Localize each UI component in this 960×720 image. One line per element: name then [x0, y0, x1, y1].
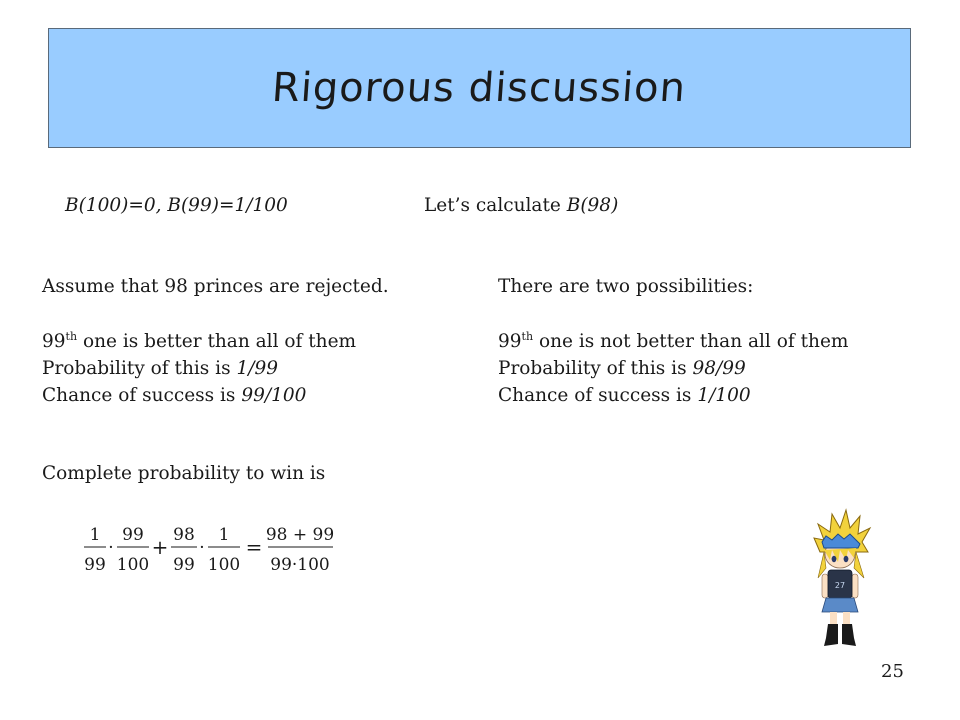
complete-text: Complete probability to win is	[42, 463, 326, 484]
right-case-num: 99	[498, 331, 522, 352]
right-prob-line	[498, 355, 848, 382]
dot-2: ·	[199, 538, 205, 558]
right-case-block	[498, 328, 848, 409]
princess-character-icon	[810, 508, 874, 650]
title-box	[48, 28, 911, 148]
right-chance-prefix: Chance of success is	[498, 385, 698, 406]
assume-text: Assume that 98 princes are rejected.	[42, 276, 389, 297]
left-prob-line	[42, 355, 356, 382]
fraction-1-numerator: 1	[89, 525, 101, 545]
page-number: 25	[881, 661, 904, 682]
right-prob-prefix: Probability of this is	[498, 358, 693, 379]
fraction-5-denominator: 99·100	[270, 555, 330, 575]
right-case-line	[498, 328, 848, 355]
plus-sign: +	[151, 535, 169, 559]
left-prob-prefix: Probability of this is	[42, 358, 237, 379]
calculate-line	[424, 192, 618, 219]
left-case-rest: one is better than all of them	[77, 331, 357, 352]
left-chance-prefix: Chance of success is	[42, 385, 242, 406]
fraction-5-numerator: 98 + 99	[265, 525, 335, 545]
slide-title: Rigorous discussion	[270, 65, 689, 111]
fraction-1-denominator: 99	[84, 555, 106, 575]
fraction-3-denominator: 99	[173, 555, 195, 575]
b-values-text: B(100)=0, B(99)=1/100	[65, 195, 288, 216]
fraction-4-denominator: 100	[207, 555, 241, 575]
left-chance-value: 99/100	[241, 385, 307, 406]
equals-sign: =	[245, 535, 263, 559]
right-intro-text: There are two possibilities:	[498, 276, 754, 297]
right-case-rest: one is not better than all of them	[533, 331, 849, 352]
assume-line	[42, 273, 389, 300]
right-chance-value: 1/100	[697, 385, 751, 406]
fraction-2-denominator: 100	[116, 555, 150, 575]
left-case-line	[42, 328, 356, 355]
right-case-sup: th	[521, 329, 534, 343]
calculate-target: B(98)	[566, 195, 619, 216]
fraction-2-numerator: 99	[122, 525, 144, 545]
right-intro-line	[498, 273, 753, 300]
probability-formula	[82, 514, 342, 578]
b-values	[65, 192, 288, 219]
svg-text:27: 27	[834, 581, 846, 590]
left-case-num: 99	[42, 331, 66, 352]
fraction-4-numerator: 1	[218, 525, 230, 545]
left-case-block	[42, 328, 356, 409]
left-case-sup: th	[65, 329, 78, 343]
right-chance-line	[498, 382, 848, 409]
fraction-3-numerator: 98	[173, 525, 195, 545]
complete-line	[42, 460, 325, 487]
left-chance-line	[42, 382, 356, 409]
dot-1: ·	[108, 538, 114, 558]
right-prob-value: 98/99	[692, 358, 746, 379]
left-prob-value: 1/99	[236, 358, 279, 379]
calculate-prefix: Let’s calculate	[424, 195, 567, 216]
